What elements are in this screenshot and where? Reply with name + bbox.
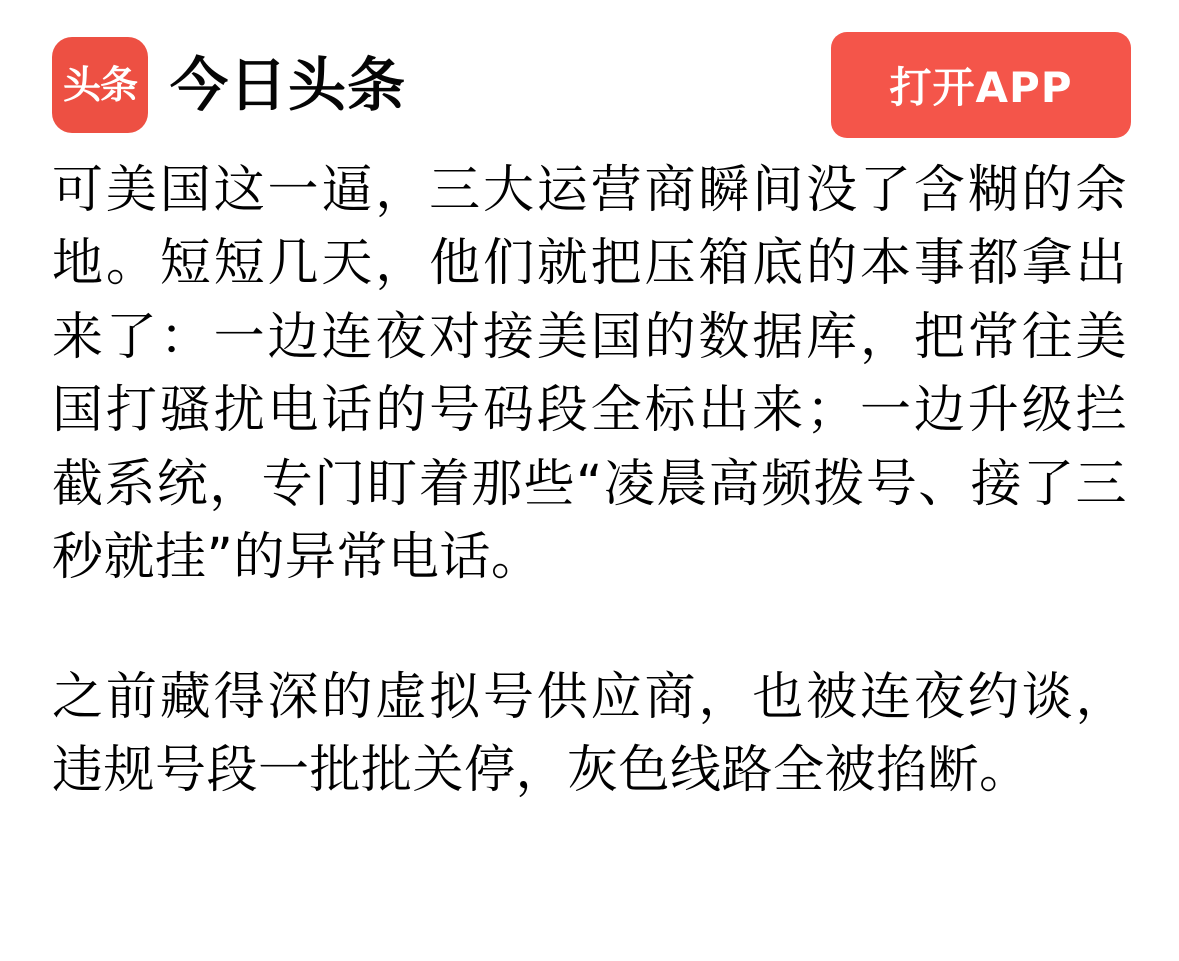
logo-text: 头条 [62, 63, 137, 107]
page-title: 今日头条 [170, 51, 407, 119]
brand[interactable] [52, 37, 406, 133]
open-app-button[interactable]: 打开APP [831, 32, 1131, 138]
article-paragraph: 之前藏得深的虚拟号供应商，也被连夜约谈，违规号段一批批关停，灰色线路全被掐断。 [52, 667, 1127, 801]
toutiao-logo-icon [52, 37, 148, 133]
app-header [0, 0, 1179, 140]
article-paragraph: 可美国这一逼，三大运营商瞬间没了含糊的余地。短短几天，他们就把压箱底的本事都拿出来了：一边连夜对接美国的数据库，把常往美国打骚扰电话的号码段全标出来；一边升级拦截系统，专门盯着那些“凌晨高频拨号、接了三秒就挂”的异常电话。 [52, 161, 1127, 588]
article-body [0, 140, 1179, 808]
